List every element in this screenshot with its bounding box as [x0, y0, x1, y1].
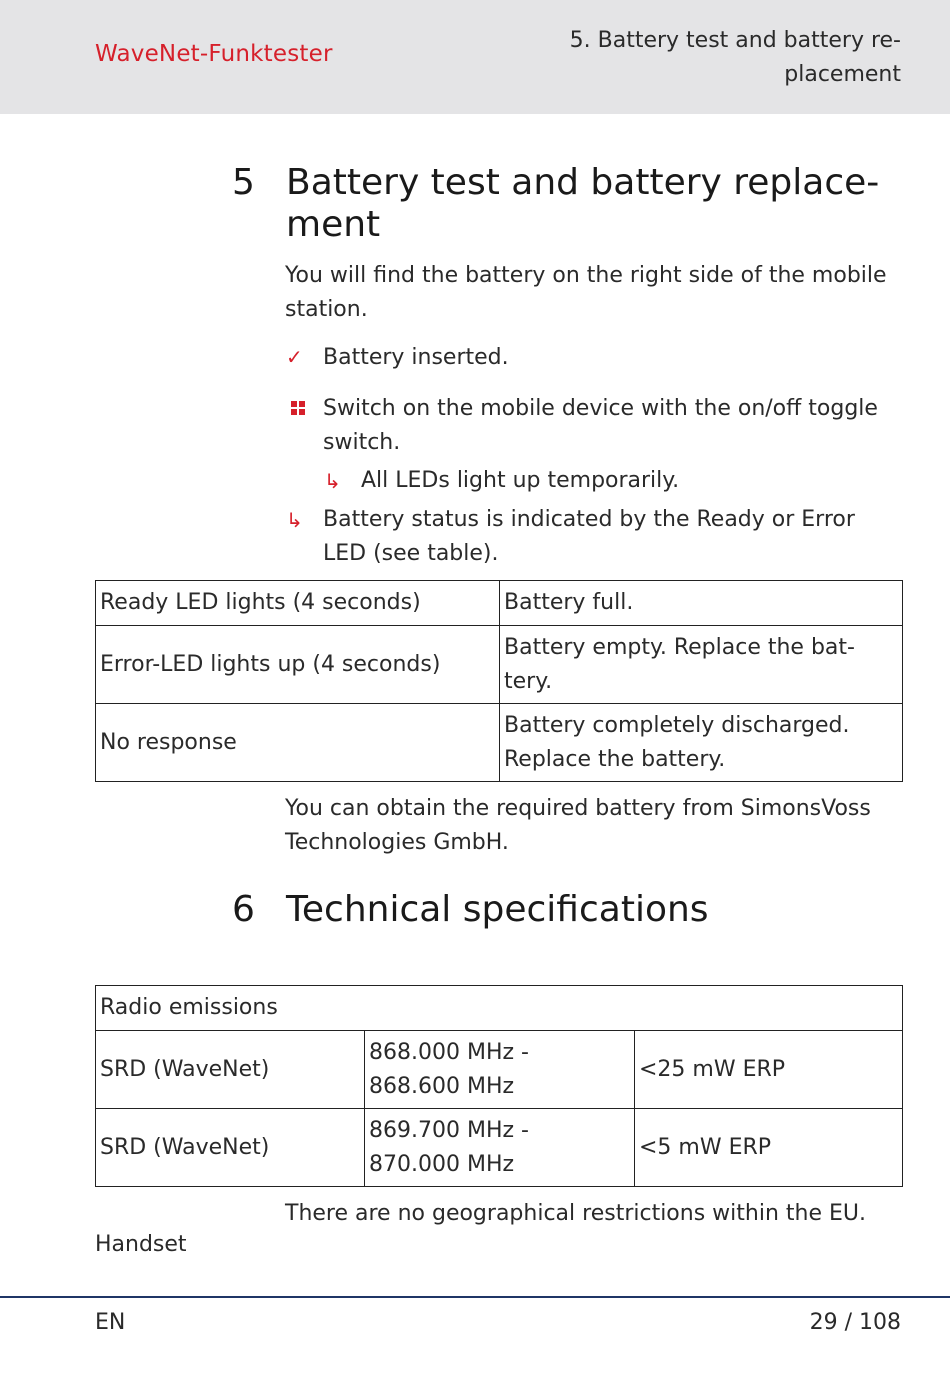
result2-line1: Battery status is indicated by the Ready or Error — [323, 507, 855, 532]
cell-line: 868.000 MHz - — [369, 1039, 529, 1065]
table-cell: SRD (WaveNet) — [96, 1031, 365, 1109]
battery-source-note — [285, 792, 871, 860]
note-line2: Technologies GmbH. — [285, 830, 509, 855]
result-arrow-icon: ↳ — [324, 469, 341, 493]
table-row — [96, 1031, 903, 1109]
table-cell: Error-LED lights up (4 seconds) — [96, 626, 500, 704]
table-cell: Ready LED lights (4 seconds) — [96, 581, 500, 626]
table-header-cell: Radio emissions — [96, 986, 903, 1031]
chapter-reference-line2: placement — [784, 62, 901, 87]
table-cell: SRD (WaveNet) — [96, 1109, 365, 1187]
table-row — [96, 581, 903, 626]
cell-line: 868.600 MHz — [369, 1073, 515, 1099]
intro-line2: station. — [285, 297, 368, 322]
section5-intro — [285, 259, 887, 327]
section6-number: 6 — [232, 889, 255, 930]
footer-language: EN — [95, 1310, 126, 1335]
section5-title-line2: ment — [286, 204, 381, 245]
table-cell: No response — [96, 704, 500, 782]
section6-heading — [232, 889, 709, 931]
table-header-row — [96, 986, 903, 1031]
cell-line: 869.700 MHz - — [369, 1117, 529, 1143]
result1-text: All LEDs light up temporarily. — [361, 468, 680, 493]
section5-number: 5 — [232, 162, 255, 203]
cell-line: Battery completely discharged. — [504, 712, 850, 738]
table-cell: <25 mW ERP — [635, 1031, 903, 1109]
side-label: Handset — [95, 1232, 187, 1257]
section5-title-line1: Battery test and battery replace- — [286, 162, 880, 203]
cell-line: Battery empty. Replace the bat- — [504, 634, 855, 660]
step-text — [323, 392, 878, 460]
note-line1: You can obtain the required battery from SimonsVoss — [285, 796, 871, 821]
table-row — [96, 626, 903, 704]
page-number: 29 / 108 — [809, 1310, 901, 1335]
table-cell — [365, 1109, 635, 1187]
chapter-reference-line1: 5. Battery test and battery re- — [569, 28, 901, 53]
eu-restriction-note: There are no geographical restrictions within the EU. — [285, 1201, 866, 1226]
brand-title: WaveNet-Funktester — [95, 41, 333, 67]
cell-line: 870.000 MHz — [369, 1151, 515, 1177]
result-arrow-icon: ↳ — [286, 508, 303, 532]
check-icon: ✓ — [286, 345, 303, 369]
cell-line: tery. — [504, 668, 553, 694]
intro-line1: You will find the battery on the right side of the mobile — [285, 263, 887, 288]
result2-text — [323, 503, 855, 571]
cell-line: Replace the battery. — [504, 746, 726, 772]
step-icon — [291, 401, 305, 415]
table-cell: <5 mW ERP — [635, 1109, 903, 1187]
step-line1: Switch on the mobile device with the on/off toggle — [323, 396, 878, 421]
led-status-table — [95, 580, 903, 782]
section5-heading — [232, 162, 880, 246]
table-cell — [365, 1031, 635, 1109]
table-cell — [500, 626, 903, 704]
chapter-reference — [481, 24, 901, 92]
table-cell — [500, 704, 903, 782]
page-header — [0, 0, 950, 114]
section6-title: Technical specifications — [286, 889, 709, 930]
step-line2: switch. — [323, 430, 401, 455]
result2-line2: LED (see table). — [323, 541, 499, 566]
footer-divider — [0, 1296, 950, 1298]
table-row — [96, 704, 903, 782]
radio-emissions-table — [95, 985, 903, 1187]
table-cell: Battery full. — [500, 581, 903, 626]
table-row — [96, 1109, 903, 1187]
prerequisite-text: Battery inserted. — [323, 345, 509, 370]
